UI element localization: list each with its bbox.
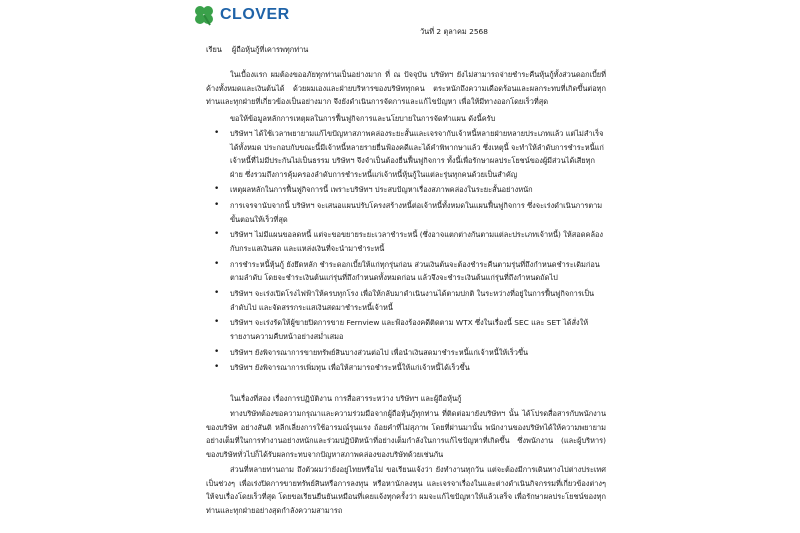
policy-bullet: • บริษัทฯ ยังพิจารณาการขายทรัพย์สินบางส่วนต่อไป เพื่อนำเงินสดมาชำระหนี้แก่เจ้าหนี้ให้เร็วขึ้น — [212, 346, 606, 360]
logo-wordmark: CLOVER — [220, 6, 290, 23]
intro-paragraph: ในเบื้องแรก ผมต้องขออภัยทุกท่านเป็นอย่างมาก ที่ ณ ปัจจุบัน บริษัทฯ ยังไม่สามารถจ่ายชำระคืนหุ้นกู้ทั้งส่วนดอกเบี้ยที่ค้างทั้งหมดและเงินต้นได้ ด้วยผมเองและฝ่ายบริหารของบริษัททุกคน ตระหนักถึงความเดือดร้อนและผลกระทบที่เกิดขึ้นต่อทุกท่านและทุกฝ่ายที่เกี่ยวข้องเป็นอย่างมาก จึงยังดำเนินการจัดการและแก้ไขปัญหา เพื่อให้มีทางออกโดยเร็วที่สุด — [206, 70, 606, 107]
policy-bullet: • บริษัทฯ จะเร่งรัดให้ผู้ขายปิดการขาย Fernview และฟ้องร้องคดีติดตาม WTX ซึ่งในเรื่องนี้ SEC และ SET ได้สั่งให้รายงานความคืบหน้าอย่างสม่ำเสมอ — [212, 316, 606, 343]
salutation-recipient: ผู้ถือหุ้นกู้ที่เคารพทุกท่าน — [231, 45, 309, 54]
company-logo — [192, 4, 290, 26]
policy-lead-paragraph: ขอให้ข้อมูลหลักการเหตุผลในการฟื้นฟูกิจการและนโยบายในการจัดทำแผน ดังนี้ครับ — [230, 114, 496, 123]
policy-bullet: • บริษัทฯ ไม่มีแผนขอลดหนี้ แต่จะขอขยายระยะเวลาชำระหนี้ (ซึ่งอาจแตกต่างกันตามแต่ละประเภทเจ้าหนี้) ให้สอดคล้องกับกระแสเงินสด และแหล่งเงินที่จะนำมาชำระหนี้ — [212, 228, 606, 255]
letter-date: วันที่ 2 ตุลาคม 2568 — [420, 27, 488, 36]
policy-bullet: • บริษัทฯ ยังพิจารณาการเพิ่มทุน เพื่อให้สามารถชำระหนี้ให้แก่เจ้าหนี้ได้เร็วขึ้น — [212, 361, 606, 375]
ceo-status-paragraph: ส่วนที่หลายท่านถาม ถึงตัวผมว่ายังอยู่ไทยหรือไม่ ขอเรียนแจ้งว่า ยังทำงานทุกวัน แต่จะต้องมีการเดินทางไปต่างประเทศเป็นช่วงๆ เพื่อเร่งปิดการขายทรัพย์สินหรือการลงทุน หรือหานักลงทุน และเจรจาเรื่องในและต่างดำเนินกิจกรรมที่เกี่ยวข้องต่างๆ ให้จบเรื่องโดยเร็วที่สุด โดยขอเรียนยืนยันเหมือนที่เคยแจ้งทุกครั้งว่า ผมจะแก้ไขปัญหาให้แล้วเสร็จ เพื่อรักษาผลประโยชน์ของทุกท่านและทุกฝ่ายอย่างสุดกำลังความสามารถ — [206, 465, 606, 515]
policy-bullet: • การเจรจานับจากนี้ บริษัทฯ จะเสนอแผนปรับโครงสร้างหนี้ต่อเจ้าหนี้ทั้งหมดในแผนฟื้นฟูกิจการ ซึ่งจะเร่งดำเนินการตามขั้นตอนให้เร็วที่สุด — [212, 199, 606, 226]
policy-bullet: • บริษัทฯ จะเร่งเปิดโรงไฟฟ้าให้ครบทุกโรง เพื่อให้กลับมาดำเนินงานได้ตามปกติ ในระหว่างที่อยู่ในการฟื้นฟูกิจการเป็นลำดับไป และจัดสรรกระแสเงินสดมาชำระหนี้เจ้าหนี้ — [212, 287, 606, 314]
policy-bullet: • การชำระหนี้หุ้นกู้ ยังยึดหลัก ชำระดอกเบี้ยให้แก่ทุกรุ่นก่อน ส่วนเงินต้นจะต้องชำระคืนตามรุ่นที่ถึงกำหนดชำระเดิมก่อนตามลำดับ โดยจะชำระเงินต้นแก่รุ่นที่ถึงกำหนดทั้งหมดก่อน แล้วจึงจะชำระเงินต้นแก่รุ่นที่ถึงกำหนดถัดไป — [212, 258, 606, 285]
policy-bullet: • บริษัทฯ ได้ใช้เวลาพยายามแก้ไขปัญหาสภาพคล่องระยะสั้นและเจรจากับเจ้าหนี้หลายฝ่ายหลายประเภทแล้ว แต่ไม่สำเร็จได้ทั้งหมด ประกอบกับขณะนี้มีเจ้าหนี้หลายรายยื่นฟ้องคดีและได้คำพิพากษาแล้ว ซึ่งเหตุนี้ จะทำให้ลำดับการชำระหนี้แก่เจ้าหนี้ที่ไม่มีประกันไม่เป็นธรรม บริษัทฯ จึงจำเป็นต้องยื่นฟื้นฟูกิจการ ทั้งนี้เพื่อรักษาผลประโยชน์ของผู้มีส่วนได้เสียทุกฝ่าย ซึ่งรวมถึงการคุ้มครองลำดับการชำระหนี้แก่เจ้าหนี้หุ้นกู้ในแต่ละรุ่นทุกคนด้วยเป็นสำคัญ — [212, 127, 606, 181]
second-topic-paragraph: ในเรื่องที่สอง เรื่องการปฏิบัติงาน การสื่อสารระหว่าง บริษัทฯ และผู้ถือหุ้นกู้ — [230, 394, 462, 403]
salutation-label: เรียน — [206, 45, 222, 54]
communication-paragraph: ทางบริษัทต้องขอความกรุณาและความร่วมมือจากผู้ถือหุ้นกู้ทุกท่าน ที่ติดต่อมายังบริษัทฯ นั้น ได้โปรดสื่อสารกับพนักงานของบริษัท อย่างสันติ หลีกเลี่ยงการใช้อารมณ์รุนแรง ถ้อยคำที่ไม่สุภาพ โดยที่ผ่านมานั้น พนักงานของบริษัทได้ให้ความพยายามอย่างเต็มที่ในการทำงานอย่างหนักและร่วมปฏิบัติหน้าที่อย่างเต็มกำลังในการแก้ไขปัญหาที่เกิดขึ้น ซึ่งพนักงาน (และผู้บริหาร) ของบริษัททั่วไปก็ได้รับผลกระทบจากปัญหาสภาพคล่องของบริษัทด้วยเช่นกัน — [206, 409, 606, 459]
policy-bullet-list — [212, 127, 606, 377]
clover-leaf-icon — [192, 4, 216, 26]
salutation — [206, 43, 308, 57]
policy-bullet: • เหตุผลหลักในการฟื้นฟูกิจการนี้ เพราะบริษัทฯ ประสบปัญหาเรื่องสภาพคล่องในระยะสั้นอย่างหนัก — [212, 183, 606, 197]
